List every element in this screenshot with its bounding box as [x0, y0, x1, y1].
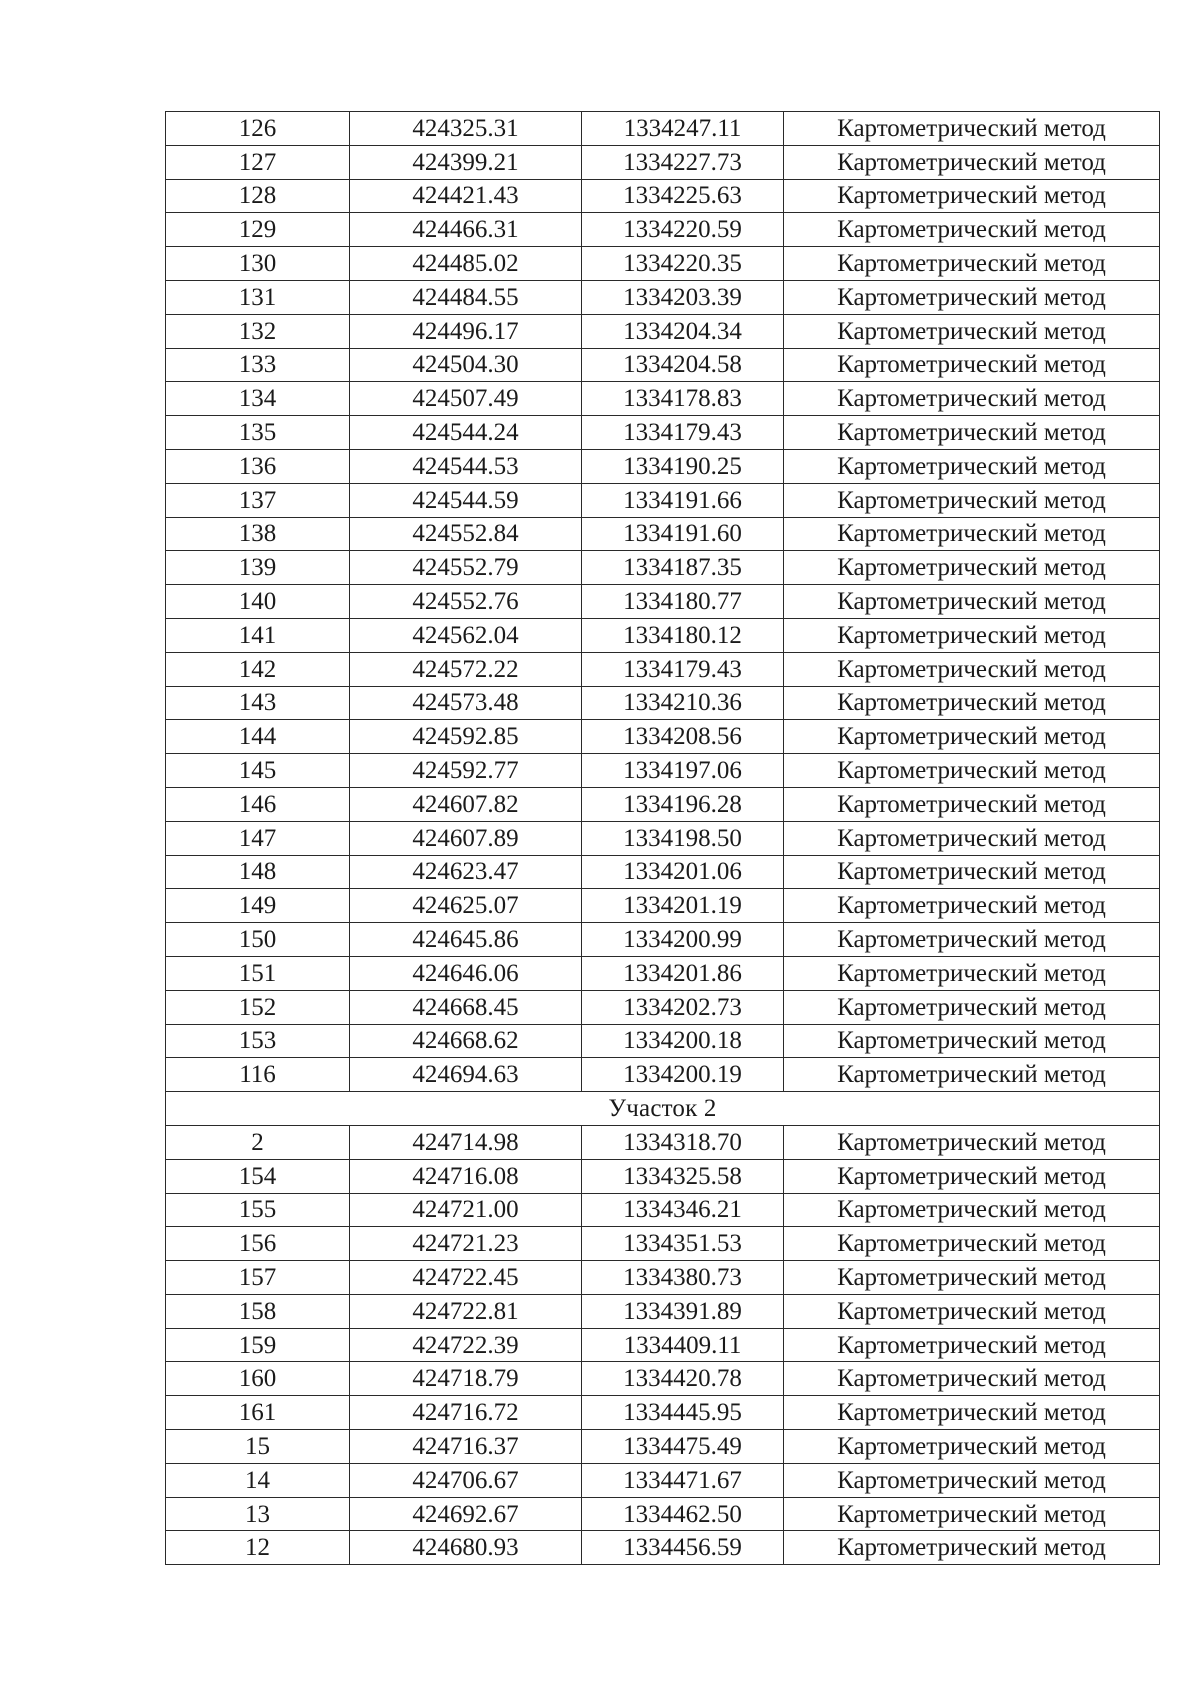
point-number-cell: 148 — [166, 855, 350, 889]
point-number-cell: 15 — [166, 1430, 350, 1464]
table-row — [166, 1058, 1160, 1092]
method-cell: Картометрический метод — [784, 247, 1160, 281]
coordinates-table-body — [166, 112, 1160, 1565]
point-number-cell: 160 — [166, 1362, 350, 1396]
section-header-row — [166, 1092, 1160, 1126]
table-row — [166, 280, 1160, 314]
table-row — [166, 179, 1160, 213]
method-cell: Картометрический метод — [784, 1159, 1160, 1193]
table-row — [166, 923, 1160, 957]
x-coordinate-cell: 424668.45 — [350, 990, 582, 1024]
table-row — [166, 754, 1160, 788]
table-row — [166, 787, 1160, 821]
point-number-cell: 137 — [166, 483, 350, 517]
x-coordinate-cell: 424496.17 — [350, 314, 582, 348]
table-row — [166, 1159, 1160, 1193]
method-cell: Картометрический метод — [784, 956, 1160, 990]
y-coordinate-cell: 1334346.21 — [582, 1193, 784, 1227]
method-cell: Картометрический метод — [784, 449, 1160, 483]
y-coordinate-cell: 1334203.39 — [582, 280, 784, 314]
x-coordinate-cell: 424421.43 — [350, 179, 582, 213]
y-coordinate-cell: 1334210.36 — [582, 686, 784, 720]
x-coordinate-cell: 424607.89 — [350, 821, 582, 855]
y-coordinate-cell: 1334196.28 — [582, 787, 784, 821]
y-coordinate-cell: 1334204.34 — [582, 314, 784, 348]
x-coordinate-cell: 424485.02 — [350, 247, 582, 281]
point-number-cell: 143 — [166, 686, 350, 720]
method-cell: Картометрический метод — [784, 1430, 1160, 1464]
x-coordinate-cell: 424714.98 — [350, 1125, 582, 1159]
table-row — [166, 1396, 1160, 1430]
point-number-cell: 153 — [166, 1024, 350, 1058]
y-coordinate-cell: 1334200.18 — [582, 1024, 784, 1058]
method-cell: Картометрический метод — [784, 314, 1160, 348]
method-cell: Картометрический метод — [784, 416, 1160, 450]
y-coordinate-cell: 1334247.11 — [582, 112, 784, 146]
x-coordinate-cell: 424484.55 — [350, 280, 582, 314]
method-cell: Картометрический метод — [784, 1531, 1160, 1565]
method-cell: Картометрический метод — [784, 1463, 1160, 1497]
point-number-cell: 142 — [166, 652, 350, 686]
table-row — [166, 348, 1160, 382]
method-cell: Картометрический метод — [784, 923, 1160, 957]
x-coordinate-cell: 424607.82 — [350, 787, 582, 821]
y-coordinate-cell: 1334208.56 — [582, 720, 784, 754]
x-coordinate-cell: 424399.21 — [350, 145, 582, 179]
point-number-cell: 156 — [166, 1227, 350, 1261]
point-number-cell: 116 — [166, 1058, 350, 1092]
coordinates-table — [165, 111, 1160, 1565]
point-number-cell: 145 — [166, 754, 350, 788]
table-row — [166, 1463, 1160, 1497]
point-number-cell: 154 — [166, 1159, 350, 1193]
table-row — [166, 449, 1160, 483]
table-row — [166, 1125, 1160, 1159]
point-number-cell: 128 — [166, 179, 350, 213]
table-row — [166, 585, 1160, 619]
y-coordinate-cell: 1334180.12 — [582, 618, 784, 652]
y-coordinate-cell: 1334462.50 — [582, 1497, 784, 1531]
x-coordinate-cell: 424504.30 — [350, 348, 582, 382]
x-coordinate-cell: 424573.48 — [350, 686, 582, 720]
x-coordinate-cell: 424552.76 — [350, 585, 582, 619]
method-cell: Картометрический метод — [784, 145, 1160, 179]
table-row — [166, 1261, 1160, 1295]
method-cell: Картометрический метод — [784, 213, 1160, 247]
table-row — [166, 618, 1160, 652]
table-row — [166, 1497, 1160, 1531]
x-coordinate-cell: 424562.04 — [350, 618, 582, 652]
y-coordinate-cell: 1334225.63 — [582, 179, 784, 213]
point-number-cell: 14 — [166, 1463, 350, 1497]
point-number-cell: 141 — [166, 618, 350, 652]
y-coordinate-cell: 1334420.78 — [582, 1362, 784, 1396]
point-number-cell: 129 — [166, 213, 350, 247]
point-number-cell: 138 — [166, 517, 350, 551]
point-number-cell: 133 — [166, 348, 350, 382]
x-coordinate-cell: 424718.79 — [350, 1362, 582, 1396]
point-number-cell: 161 — [166, 1396, 350, 1430]
table-row — [166, 213, 1160, 247]
point-number-cell: 136 — [166, 449, 350, 483]
x-coordinate-cell: 424716.72 — [350, 1396, 582, 1430]
point-number-cell: 147 — [166, 821, 350, 855]
x-coordinate-cell: 424592.85 — [350, 720, 582, 754]
x-coordinate-cell: 424716.08 — [350, 1159, 582, 1193]
table-row — [166, 1193, 1160, 1227]
y-coordinate-cell: 1334200.99 — [582, 923, 784, 957]
y-coordinate-cell: 1334227.73 — [582, 145, 784, 179]
y-coordinate-cell: 1334475.49 — [582, 1430, 784, 1464]
method-cell: Картометрический метод — [784, 889, 1160, 923]
point-number-cell: 139 — [166, 551, 350, 585]
x-coordinate-cell: 424544.59 — [350, 483, 582, 517]
y-coordinate-cell: 1334456.59 — [582, 1531, 784, 1565]
y-coordinate-cell: 1334391.89 — [582, 1294, 784, 1328]
method-cell: Картометрический метод — [784, 1261, 1160, 1295]
point-number-cell: 151 — [166, 956, 350, 990]
point-number-cell: 158 — [166, 1294, 350, 1328]
x-coordinate-cell: 424646.06 — [350, 956, 582, 990]
table-row — [166, 686, 1160, 720]
table-row — [166, 855, 1160, 889]
method-cell: Картометрический метод — [784, 179, 1160, 213]
y-coordinate-cell: 1334198.50 — [582, 821, 784, 855]
x-coordinate-cell: 424668.62 — [350, 1024, 582, 1058]
point-number-cell: 144 — [166, 720, 350, 754]
method-cell: Картометрический метод — [784, 855, 1160, 889]
table-row — [166, 1531, 1160, 1565]
table-row — [166, 416, 1160, 450]
point-number-cell: 135 — [166, 416, 350, 450]
method-cell: Картометрический метод — [784, 1362, 1160, 1396]
point-number-cell: 131 — [166, 280, 350, 314]
x-coordinate-cell: 424544.24 — [350, 416, 582, 450]
y-coordinate-cell: 1334318.70 — [582, 1125, 784, 1159]
point-number-cell: 134 — [166, 382, 350, 416]
x-coordinate-cell: 424692.67 — [350, 1497, 582, 1531]
y-coordinate-cell: 1334201.86 — [582, 956, 784, 990]
method-cell: Картометрический метод — [784, 990, 1160, 1024]
method-cell: Картометрический метод — [784, 1396, 1160, 1430]
method-cell: Картометрический метод — [784, 551, 1160, 585]
x-coordinate-cell: 424722.45 — [350, 1261, 582, 1295]
y-coordinate-cell: 1334409.11 — [582, 1328, 784, 1362]
method-cell: Картометрический метод — [784, 1497, 1160, 1531]
point-number-cell: 159 — [166, 1328, 350, 1362]
table-row — [166, 1430, 1160, 1464]
table-row — [166, 1024, 1160, 1058]
y-coordinate-cell: 1334197.06 — [582, 754, 784, 788]
point-number-cell: 149 — [166, 889, 350, 923]
method-cell: Картометрический метод — [784, 1227, 1160, 1261]
method-cell: Картометрический метод — [784, 348, 1160, 382]
y-coordinate-cell: 1334471.67 — [582, 1463, 784, 1497]
x-coordinate-cell: 424680.93 — [350, 1531, 582, 1565]
y-coordinate-cell: 1334204.58 — [582, 348, 784, 382]
table-row — [166, 1227, 1160, 1261]
table-row — [166, 956, 1160, 990]
x-coordinate-cell: 424722.81 — [350, 1294, 582, 1328]
table-row — [166, 314, 1160, 348]
y-coordinate-cell: 1334220.59 — [582, 213, 784, 247]
method-cell: Картометрический метод — [784, 280, 1160, 314]
method-cell: Картометрический метод — [784, 585, 1160, 619]
point-number-cell: 150 — [166, 923, 350, 957]
y-coordinate-cell: 1334325.58 — [582, 1159, 784, 1193]
point-number-cell: 12 — [166, 1531, 350, 1565]
y-coordinate-cell: 1334191.66 — [582, 483, 784, 517]
table-row — [166, 145, 1160, 179]
table-row — [166, 1362, 1160, 1396]
method-cell: Картометрический метод — [784, 1058, 1160, 1092]
x-coordinate-cell: 424466.31 — [350, 213, 582, 247]
y-coordinate-cell: 1334351.53 — [582, 1227, 784, 1261]
x-coordinate-cell: 424544.53 — [350, 449, 582, 483]
method-cell: Картометрический метод — [784, 1328, 1160, 1362]
table-row — [166, 483, 1160, 517]
table-row — [166, 112, 1160, 146]
point-number-cell: 157 — [166, 1261, 350, 1295]
method-cell: Картометрический метод — [784, 517, 1160, 551]
y-coordinate-cell: 1334178.83 — [582, 382, 784, 416]
point-number-cell: 13 — [166, 1497, 350, 1531]
method-cell: Картометрический метод — [784, 720, 1160, 754]
y-coordinate-cell: 1334190.25 — [582, 449, 784, 483]
point-number-cell: 152 — [166, 990, 350, 1024]
y-coordinate-cell: 1334187.35 — [582, 551, 784, 585]
x-coordinate-cell: 424552.84 — [350, 517, 582, 551]
table-row — [166, 652, 1160, 686]
y-coordinate-cell: 1334202.73 — [582, 990, 784, 1024]
method-cell: Картометрический метод — [784, 652, 1160, 686]
x-coordinate-cell: 424721.23 — [350, 1227, 582, 1261]
x-coordinate-cell: 424645.86 — [350, 923, 582, 957]
point-number-cell: 130 — [166, 247, 350, 281]
section-title: Участок 2 — [166, 1092, 1160, 1126]
point-number-cell: 155 — [166, 1193, 350, 1227]
table-row — [166, 990, 1160, 1024]
method-cell: Картометрический метод — [784, 483, 1160, 517]
method-cell: Картометрический метод — [784, 1125, 1160, 1159]
point-number-cell: 146 — [166, 787, 350, 821]
method-cell: Картометрический метод — [784, 618, 1160, 652]
table-row — [166, 247, 1160, 281]
point-number-cell: 2 — [166, 1125, 350, 1159]
y-coordinate-cell: 1334179.43 — [582, 652, 784, 686]
x-coordinate-cell: 424623.47 — [350, 855, 582, 889]
table-row — [166, 517, 1160, 551]
method-cell: Картометрический метод — [784, 112, 1160, 146]
y-coordinate-cell: 1334179.43 — [582, 416, 784, 450]
method-cell: Картометрический метод — [784, 1024, 1160, 1058]
x-coordinate-cell: 424552.79 — [350, 551, 582, 585]
x-coordinate-cell: 424625.07 — [350, 889, 582, 923]
x-coordinate-cell: 424721.00 — [350, 1193, 582, 1227]
point-number-cell: 140 — [166, 585, 350, 619]
x-coordinate-cell: 424706.67 — [350, 1463, 582, 1497]
method-cell: Картометрический метод — [784, 754, 1160, 788]
table-row — [166, 1328, 1160, 1362]
point-number-cell: 127 — [166, 145, 350, 179]
method-cell: Картометрический метод — [784, 821, 1160, 855]
y-coordinate-cell: 1334201.06 — [582, 855, 784, 889]
y-coordinate-cell: 1334201.19 — [582, 889, 784, 923]
x-coordinate-cell: 424572.22 — [350, 652, 582, 686]
method-cell: Картометрический метод — [784, 382, 1160, 416]
point-number-cell: 126 — [166, 112, 350, 146]
y-coordinate-cell: 1334380.73 — [582, 1261, 784, 1295]
method-cell: Картометрический метод — [784, 1193, 1160, 1227]
y-coordinate-cell: 1334200.19 — [582, 1058, 784, 1092]
point-number-cell: 132 — [166, 314, 350, 348]
y-coordinate-cell: 1334191.60 — [582, 517, 784, 551]
table-row — [166, 889, 1160, 923]
method-cell: Картометрический метод — [784, 1294, 1160, 1328]
x-coordinate-cell: 424694.63 — [350, 1058, 582, 1092]
table-row — [166, 551, 1160, 585]
table-row — [166, 382, 1160, 416]
method-cell: Картометрический метод — [784, 686, 1160, 720]
x-coordinate-cell: 424325.31 — [350, 112, 582, 146]
x-coordinate-cell: 424722.39 — [350, 1328, 582, 1362]
x-coordinate-cell: 424507.49 — [350, 382, 582, 416]
table-row — [166, 720, 1160, 754]
y-coordinate-cell: 1334445.95 — [582, 1396, 784, 1430]
x-coordinate-cell: 424716.37 — [350, 1430, 582, 1464]
y-coordinate-cell: 1334220.35 — [582, 247, 784, 281]
table-row — [166, 821, 1160, 855]
method-cell: Картометрический метод — [784, 787, 1160, 821]
x-coordinate-cell: 424592.77 — [350, 754, 582, 788]
table-row — [166, 1294, 1160, 1328]
y-coordinate-cell: 1334180.77 — [582, 585, 784, 619]
